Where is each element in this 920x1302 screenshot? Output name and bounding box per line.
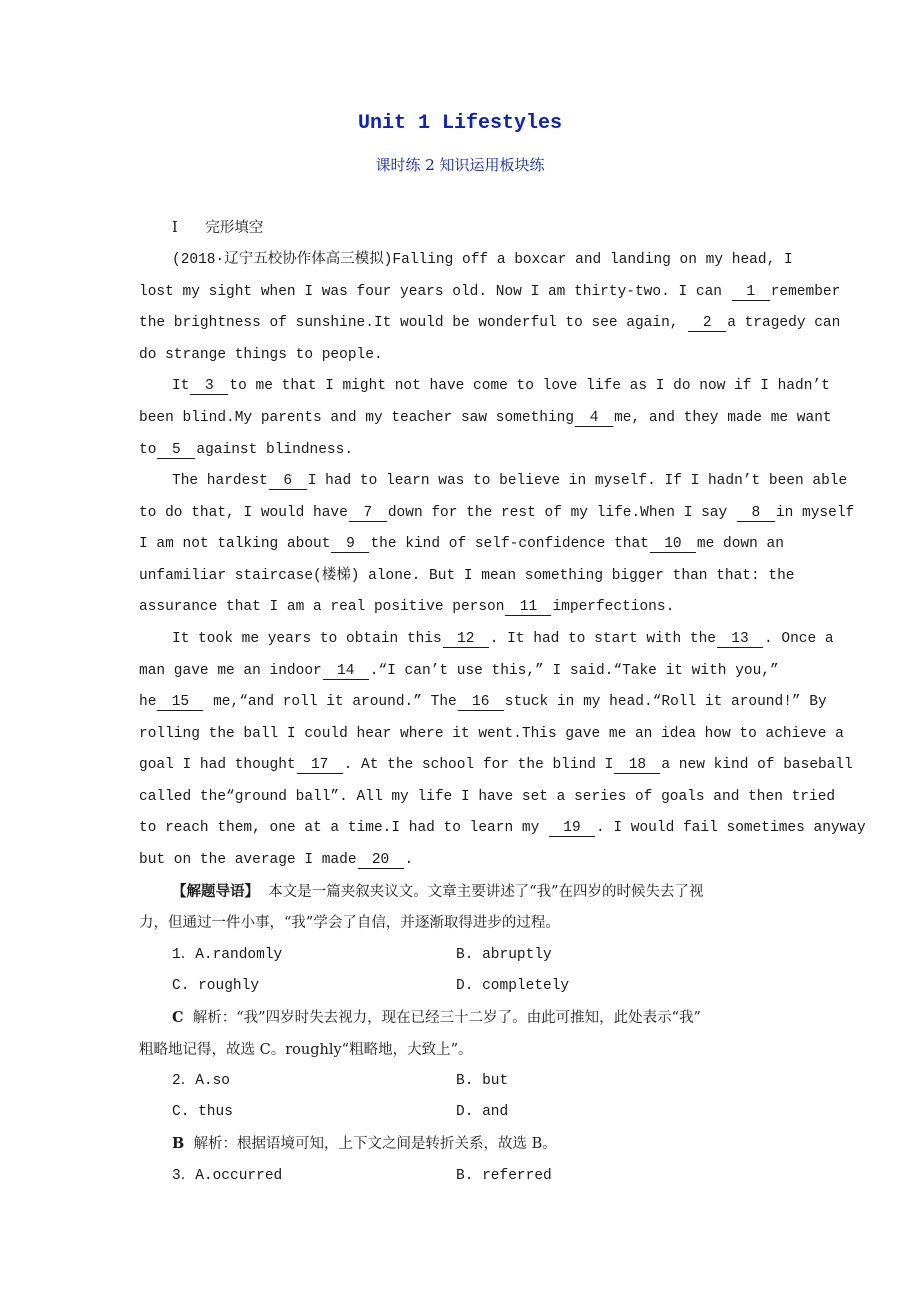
blank-14[interactable]: 14 — [323, 663, 369, 680]
blank-18[interactable]: 18 — [614, 757, 660, 774]
blank-16[interactable]: 16 — [458, 694, 504, 711]
passage-line: to reach them, one at a time.I had to learn my 19 . I would fail sometimes anyway — [139, 820, 866, 836]
passage-line: (2018·辽宁五校协作体高三模拟)Falling off a boxcar and landing on my head, I — [172, 252, 793, 268]
blank-12[interactable]: 12 — [443, 631, 489, 648]
passage-line: to 5 against blindness. — [139, 442, 354, 458]
question-options: 2．A.so — [172, 1073, 231, 1089]
option-b[interactable]: B. referred — [456, 1168, 552, 1184]
section-name: 完形填空 — [205, 220, 264, 236]
blank-10[interactable]: 10 — [650, 536, 696, 553]
passage-line: to do that, I would have 7 down for the rest of my life.When I say 8 in myself — [139, 505, 855, 521]
passage-line: unfamiliar staircase(楼梯) alone. But I mean something bigger than that: the — [139, 568, 795, 584]
option-d[interactable]: D. completely — [456, 978, 570, 994]
section-label: Ⅰ — [172, 220, 178, 236]
passage-line: do strange things to people. — [139, 347, 383, 363]
passage-line: assurance that I am a real positive person 11 imperfections. — [139, 599, 675, 615]
question-options: 3．A.occurred — [172, 1168, 283, 1184]
passage-line: rolling the ball I could hear where it went.This gave me an idea how to achieve a — [139, 726, 844, 742]
blank-5[interactable]: 5 — [157, 442, 195, 459]
passage-line: goal I had thought 17 . At the school for the blind I 18 a new kind of baseball — [139, 757, 853, 773]
blank-19[interactable]: 19 — [549, 820, 595, 837]
passage-line: I am not talking about 9 the kind of self-confidence that 10 me down an — [139, 536, 784, 552]
passage-line: but on the average I made 20 . — [139, 852, 414, 868]
section-heading — [172, 218, 872, 238]
blank-7[interactable]: 7 — [349, 505, 387, 522]
passage-line: been blind.My parents and my teacher saw something 4 me, and they made me want — [139, 410, 832, 426]
answer-explanation: C 解析：“我”四岁时失去视力，现在已经三十二岁了。由此可推知，此处表示“我” — [172, 1009, 701, 1026]
question-options: 1．A.randomly — [172, 947, 283, 963]
passage-line: The hardest 6 I had to learn was to believe in myself. If I hadn’t been able — [172, 473, 848, 489]
answer-explanation: B 解析：根据语境可知，上下文之间是转折关系，故选 B。 — [172, 1135, 557, 1152]
option-a[interactable]: A.so — [195, 1073, 231, 1089]
blank-2[interactable]: 2 — [688, 315, 726, 332]
guide-line: 力，但通过一件小事，“我”学会了自信，并逐渐取得进步的过程。 — [139, 915, 560, 931]
answer-letter: B — [172, 1135, 185, 1152]
blank-4[interactable]: 4 — [575, 410, 613, 427]
option-a[interactable]: A.occurred — [195, 1168, 283, 1184]
option-b[interactable]: B. but — [456, 1073, 509, 1089]
answer-letter: C — [172, 1009, 184, 1026]
blank-15[interactable]: 15 — [157, 694, 203, 711]
guide-label: 【解题导语】 — [172, 883, 259, 900]
passage-line: the brightness of sunshine.It would be wonderful to see again, 2 a tragedy can — [139, 315, 841, 331]
page-subtitle: 课时练 2 知识运用板块练 — [375, 156, 545, 174]
answer-explanation: 粗略地记得，故选 C。roughly“粗略地，大致上”。 — [139, 1042, 473, 1058]
passage-line: called the“ground ball”. All my life I have set a series of goals and then tried — [139, 789, 836, 805]
page-title: Unit 1 Lifestyles — [357, 112, 563, 135]
option-d[interactable]: D. and — [456, 1104, 509, 1120]
option-b[interactable]: B. abruptly — [456, 947, 552, 963]
blank-6[interactable]: 6 — [269, 473, 307, 490]
option-a[interactable]: A.randomly — [195, 947, 283, 963]
option-c[interactable]: C. roughly — [172, 978, 260, 994]
blank-11[interactable]: 11 — [505, 599, 551, 616]
blank-1[interactable]: 1 — [732, 284, 770, 301]
blank-20[interactable]: 20 — [358, 852, 404, 869]
blank-17[interactable]: 17 — [297, 757, 343, 774]
blank-13[interactable]: 13 — [717, 631, 763, 648]
passage-line: It 3 to me that I might not have come to love life as I do now if I hadn’t — [172, 378, 830, 394]
passage-line: It took me years to obtain this 12 . It had to start with the 13 . Once a — [172, 631, 834, 647]
passage-line: lost my sight when I was four years old. Now I am thirty-two. I can 1 remember — [139, 284, 841, 300]
passage-line: he 15 me,“and roll it around.” The 16 stuck in my head.“Roll it around!” By — [139, 694, 827, 710]
blank-8[interactable]: 8 — [737, 505, 775, 522]
blank-3[interactable]: 3 — [190, 378, 228, 395]
guide-line: 【解题导语】 本文是一篇夹叙夹议文。文章主要讲述了“我”在四岁的时候失去了视 — [172, 883, 704, 900]
option-c[interactable]: C. thus — [172, 1104, 233, 1120]
passage-line: man gave me an indoor 14 .“I can’t use this,” I said.“Take it with you,” — [139, 663, 779, 679]
blank-9[interactable]: 9 — [331, 536, 369, 553]
